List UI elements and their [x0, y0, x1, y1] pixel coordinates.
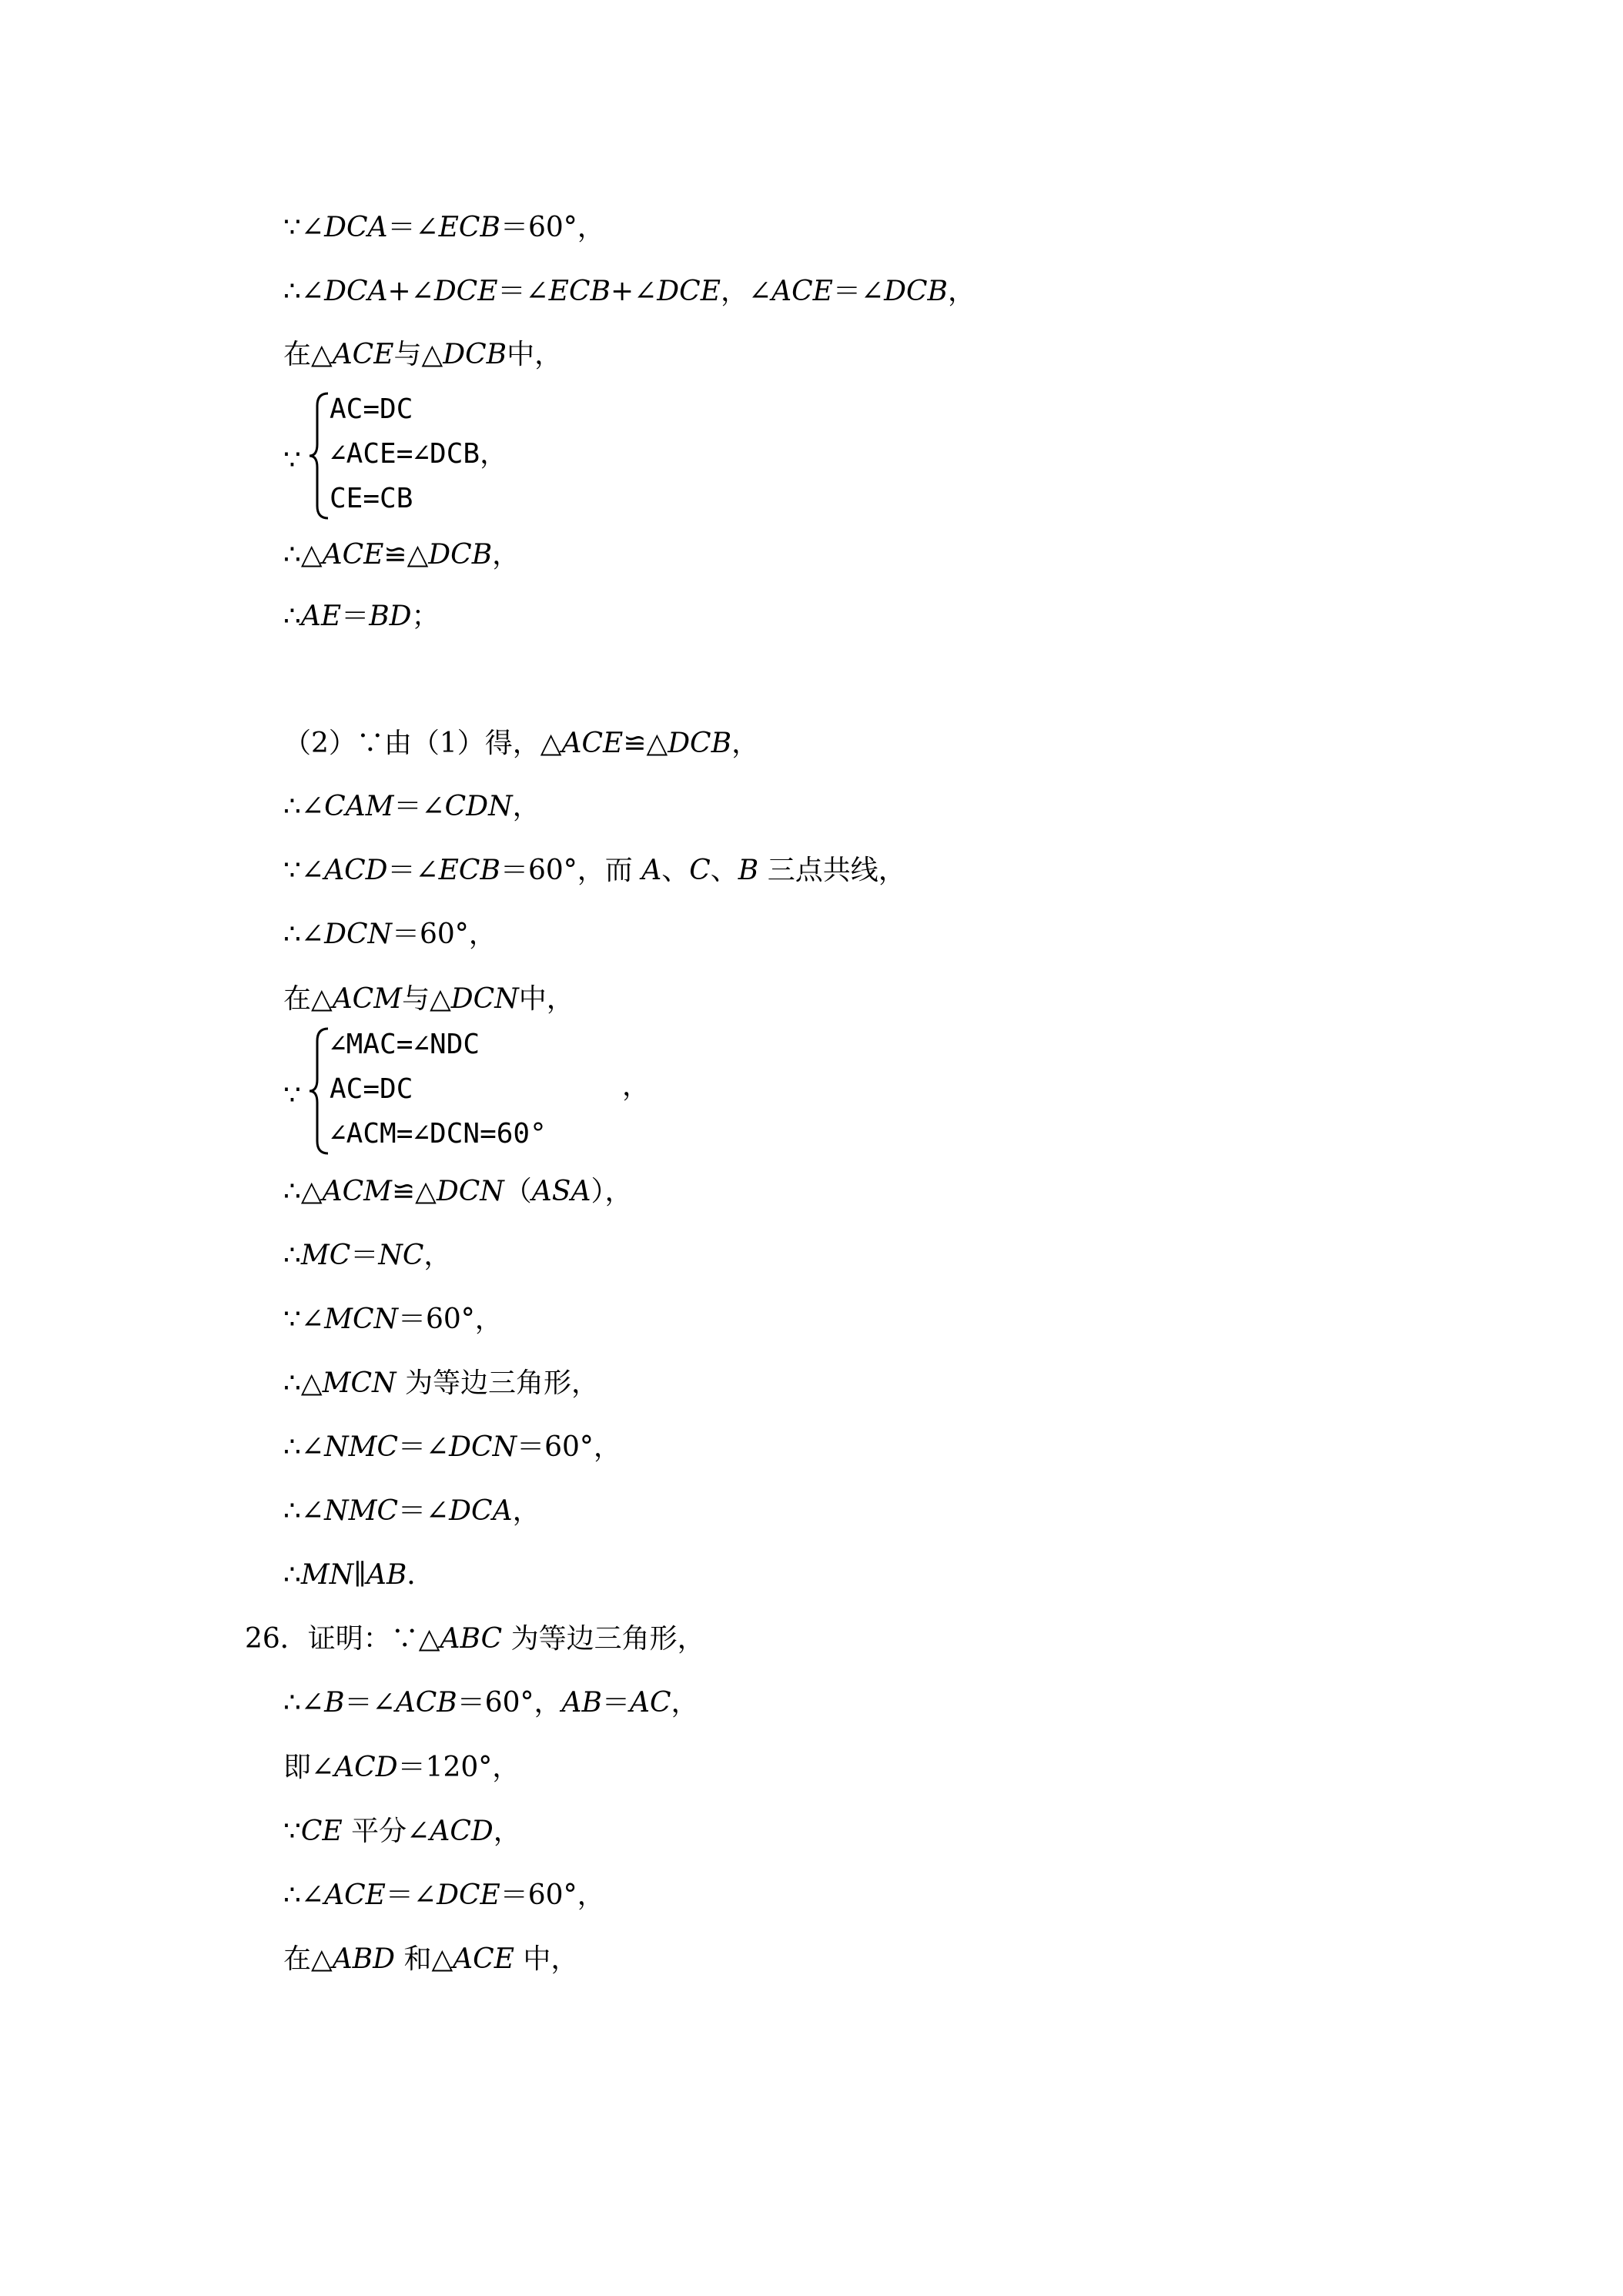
text-segment: 中， — [507, 339, 563, 370]
text-segment: ＝60°， — [500, 1879, 605, 1911]
math-variable: ECB — [548, 276, 611, 307]
proof-line — [283, 919, 497, 951]
system-trailing-comma: ， — [622, 1070, 651, 1102]
math-variable: MN — [300, 1559, 354, 1591]
text-segment: +∠ — [610, 276, 658, 307]
text-segment: ∴∠ — [283, 1879, 325, 1911]
text-segment: ∴∠ — [283, 919, 325, 950]
text-segment: ， — [731, 728, 760, 759]
text-segment: 为等边三角形， — [396, 1367, 599, 1399]
math-variable: ACE — [771, 276, 833, 307]
text-segment: ＝ — [601, 1687, 630, 1719]
text-segment: ＝120°， — [397, 1752, 520, 1783]
system-row: ∠ACE=∠DCB， — [330, 438, 508, 470]
text-segment: 、 — [710, 855, 738, 886]
math-variable: ACE — [453, 1943, 514, 1975]
text-segment: ∵∠ — [283, 855, 325, 886]
math-variable: ECB — [438, 212, 500, 243]
text-segment: ∵ — [283, 1816, 301, 1847]
text-segment: ∴△ — [283, 1176, 323, 1207]
math-variable: A — [641, 855, 662, 886]
proof-line — [283, 1879, 605, 1912]
proof-line — [283, 539, 520, 571]
text-segment: 与△ — [402, 983, 451, 1015]
math-variable: DCB — [428, 539, 493, 571]
text-segment: ＝∠ — [387, 855, 439, 886]
text-segment: ＝60°， — [457, 1687, 562, 1719]
text-segment: ； — [411, 601, 440, 632]
text-segment: ∴ — [283, 1559, 301, 1591]
math-variable: CDN — [444, 791, 513, 822]
text-segment: 中， — [518, 983, 574, 1015]
text-segment: ， — [512, 1495, 540, 1527]
text-segment: 平分∠ — [342, 1816, 430, 1847]
proof-line — [283, 983, 574, 1016]
system-row: ∠MAC=∠NDC — [330, 1029, 480, 1060]
proof-line — [283, 1240, 451, 1272]
proof-line — [283, 339, 562, 371]
math-variable: ASA — [531, 1176, 591, 1207]
math-variable: C — [689, 855, 711, 886]
math-variable: ACB — [395, 1687, 457, 1719]
text-segment: ≌△ — [623, 728, 668, 759]
text-segment: ＝ — [350, 1240, 379, 1271]
because-symbol: ∵ — [283, 444, 301, 476]
text-segment: 三点共线， — [758, 855, 906, 886]
math-variable: DCA — [449, 1495, 513, 1527]
math-variable: DCA — [324, 212, 388, 243]
text-segment: ，∠ — [720, 276, 772, 307]
text-segment: ∵∠ — [283, 1304, 325, 1335]
text-segment: ， — [492, 539, 520, 571]
math-variable: ACD — [430, 1816, 494, 1847]
math-variable: AC — [630, 1687, 671, 1719]
system-row: CE=CB — [330, 483, 413, 514]
proof-line — [283, 1495, 540, 1528]
proof-line — [283, 1687, 699, 1719]
math-variable: ABC — [440, 1623, 503, 1655]
text-segment: ， — [671, 1687, 699, 1719]
math-variable: DCE — [433, 276, 498, 307]
math-variable: DCN — [436, 1176, 504, 1207]
proof-line — [245, 1623, 705, 1655]
math-variable: DCA — [324, 276, 388, 307]
math-variable: AE — [300, 601, 342, 632]
text-segment: ＝∠ — [344, 1687, 396, 1719]
system-row: AC=DC — [330, 393, 413, 425]
text-segment: ， — [493, 1816, 521, 1847]
text-segment: +∠ — [387, 276, 434, 307]
math-variable: MCN — [322, 1367, 397, 1399]
math-variable: B — [324, 1687, 345, 1719]
math-variable: NMC — [324, 1431, 398, 1463]
proof-line — [283, 1367, 599, 1400]
text-segment: ∵∠ — [283, 212, 325, 243]
text-segment: ＝∠ — [387, 212, 439, 243]
math-variable: MCN — [324, 1304, 398, 1335]
text-segment: ≌△ — [383, 539, 429, 571]
text-segment: ∴∠ — [283, 276, 325, 307]
math-variable: ACM — [332, 983, 403, 1015]
text-segment: 即∠ — [283, 1752, 335, 1783]
math-variable: ACE — [322, 539, 384, 571]
math-variable: CAM — [324, 791, 394, 822]
text-segment: 26．证明：∵△ — [245, 1623, 440, 1655]
system-row: AC=DC — [330, 1073, 413, 1105]
text-segment: ＝∠ — [832, 276, 885, 307]
text-segment: ＝60°， — [500, 212, 605, 243]
text-segment: ≌△ — [392, 1176, 437, 1207]
text-segment: ∥ — [353, 1559, 366, 1591]
text-segment: ， — [948, 276, 976, 307]
math-variable: MC — [300, 1240, 351, 1271]
text-segment: ＝∠ — [385, 1879, 437, 1911]
proof-line — [283, 1752, 520, 1784]
proof-line — [283, 855, 906, 887]
text-segment: ∴∠ — [283, 1687, 325, 1719]
math-variable: B — [738, 855, 759, 886]
text-segment: 在△ — [283, 983, 333, 1015]
proof-line — [283, 1816, 521, 1848]
text-segment: 中， — [514, 1943, 579, 1975]
proof-line — [283, 728, 759, 760]
text-segment: ∴△ — [283, 539, 323, 571]
proof-line — [283, 1559, 434, 1591]
system-row: ∠ACM=∠DCN=60° — [330, 1118, 547, 1150]
math-variable: ACD — [324, 855, 388, 886]
math-variable: ACE — [324, 1879, 386, 1911]
math-variable: CE — [300, 1816, 343, 1847]
text-segment: ∴∠ — [283, 1431, 325, 1463]
text-segment: 在△ — [283, 1943, 333, 1975]
text-segment: ＝60°， — [397, 1304, 503, 1335]
text-segment: （ — [504, 1176, 532, 1207]
text-segment: ∴ — [283, 601, 301, 632]
math-variable: ACD — [334, 1752, 398, 1783]
text-segment: 为等边三角形， — [502, 1623, 705, 1655]
proof-line — [283, 1176, 632, 1208]
proof-line — [283, 791, 540, 823]
proof-line — [283, 212, 605, 244]
text-segment: ∴∠ — [283, 1495, 325, 1527]
math-variable: DCN — [324, 919, 392, 950]
text-segment: ． — [407, 1559, 435, 1591]
left-brace-icon — [308, 390, 331, 521]
math-variable: DCB — [443, 339, 507, 370]
math-variable: NMC — [324, 1495, 398, 1527]
text-segment: ＝∠ — [497, 276, 549, 307]
math-variable: ABD — [332, 1943, 396, 1975]
text-segment: ＝ — [341, 601, 370, 632]
math-variable: AB — [366, 1559, 407, 1591]
text-segment: ）， — [591, 1176, 633, 1207]
text-segment: ∴∠ — [283, 791, 325, 822]
text-segment: ＝∠ — [397, 1495, 450, 1527]
text-segment: ， — [512, 791, 540, 822]
text-segment: ＝60°， — [517, 1431, 621, 1463]
text-segment: 与△ — [393, 339, 443, 370]
text-segment: 在△ — [283, 339, 333, 370]
math-variable: DCN — [449, 1431, 517, 1463]
text-segment: 、 — [661, 855, 690, 886]
text-segment: ＝∠ — [393, 791, 445, 822]
proof-line — [283, 1943, 578, 1976]
math-variable: DCB — [884, 276, 949, 307]
math-variable: ACE — [561, 728, 624, 759]
text-segment: ∴ — [283, 1240, 301, 1271]
math-variable: ECB — [438, 855, 500, 886]
because-symbol: ∵ — [283, 1079, 301, 1111]
math-variable: DCE — [437, 1879, 500, 1911]
text-segment: ＝∠ — [397, 1431, 450, 1463]
math-variable: NC — [378, 1240, 424, 1271]
left-brace-icon — [308, 1026, 331, 1156]
math-variable: DCE — [657, 276, 721, 307]
proof-line — [283, 601, 440, 633]
text-segment: ＝60°， — [392, 919, 497, 950]
math-variable: ACE — [332, 339, 394, 370]
math-variable: DCB — [668, 728, 732, 759]
text-segment: 和△ — [395, 1943, 453, 1975]
proof-line — [283, 1431, 621, 1464]
math-variable: AB — [561, 1687, 602, 1719]
text-segment: ， — [423, 1240, 452, 1271]
proof-line — [283, 276, 975, 308]
text-segment: （2）∵由（1）得，△ — [283, 728, 562, 759]
text-segment: ＝60°，而 — [500, 855, 642, 886]
math-variable: DCN — [450, 983, 519, 1015]
math-variable: ACM — [322, 1176, 392, 1207]
text-segment: ∴△ — [283, 1367, 323, 1399]
math-variable: BD — [369, 601, 412, 632]
proof-line — [283, 1304, 503, 1336]
